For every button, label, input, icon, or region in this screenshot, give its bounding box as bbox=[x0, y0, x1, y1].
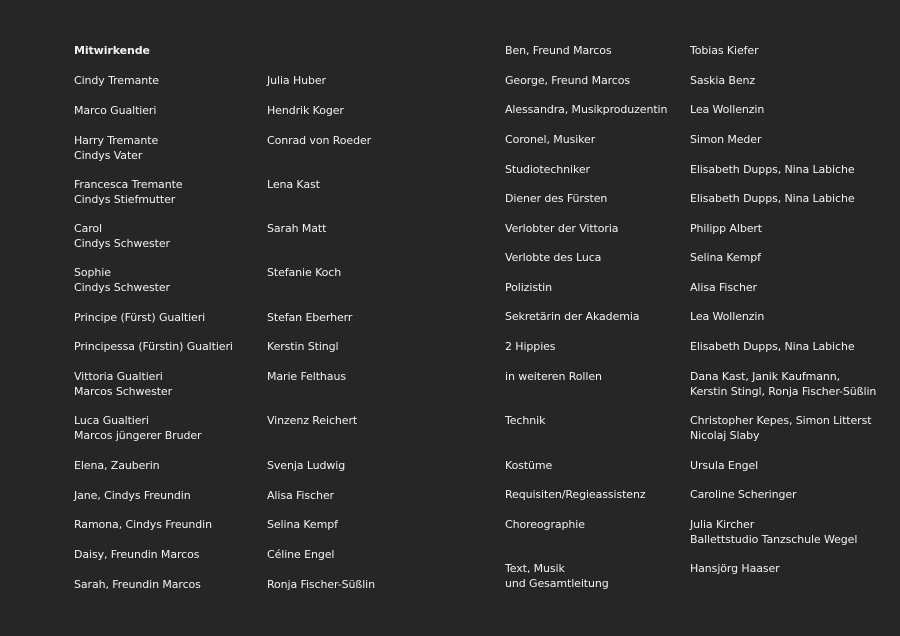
role-label: Principe (Fürst) Gualtieri bbox=[74, 311, 206, 324]
actor-name: Hendrik Koger bbox=[267, 104, 344, 117]
role-label: Ramona, Cindys Freundin bbox=[74, 518, 212, 531]
role-label: Francesca Tremante Cindys Stiefmutter bbox=[74, 178, 183, 206]
actor-name: Sarah Matt bbox=[267, 222, 327, 235]
actor-name: Stefanie Koch bbox=[267, 266, 342, 279]
role-label: Daisy, Freundin Marcos bbox=[74, 548, 200, 561]
actor-name: Hansjörg Haaser bbox=[690, 562, 780, 575]
actor-name: Elisabeth Dupps, Nina Labiche bbox=[690, 340, 855, 353]
actor-name: Céline Engel bbox=[267, 548, 335, 561]
heading-mitwirkende: Mitwirkende bbox=[74, 44, 150, 57]
role-label: Cindy Tremante bbox=[74, 74, 159, 87]
actor-name: Christopher Kepes, Simon Litterst Nicolaj Slaby bbox=[690, 414, 872, 442]
role-label: Ben, Freund Marcos bbox=[505, 44, 612, 57]
role-label: Coronel, Musiker bbox=[505, 133, 596, 146]
actor-name: Lena Kast bbox=[267, 178, 320, 191]
actor-name: Julia Huber bbox=[267, 74, 326, 87]
role-label: Vittoria Gualtieri Marcos Schwester bbox=[74, 370, 173, 398]
actor-name: Elisabeth Dupps, Nina Labiche bbox=[690, 163, 855, 176]
role-label: Kostüme bbox=[505, 459, 553, 472]
actor-name: Lea Wollenzin bbox=[690, 310, 765, 323]
role-label: Studiotechniker bbox=[505, 163, 590, 176]
role-label: Polizistin bbox=[505, 281, 552, 294]
role-label: Marco Gualtieri bbox=[74, 104, 157, 117]
role-label: Diener des Fürsten bbox=[505, 192, 608, 205]
role-label: Technik bbox=[505, 414, 546, 427]
role-label: 2 Hippies bbox=[505, 340, 556, 353]
actor-name: Julia Kircher Ballettstudio Tanzschule Wegel bbox=[690, 518, 858, 546]
actor-name: Ursula Engel bbox=[690, 459, 759, 472]
actor-name: Kerstin Stingl bbox=[267, 340, 339, 353]
actor-name: Dana Kast, Janik Kaufmann, Kerstin Stingl, Ronja Fischer-Süßlin bbox=[690, 370, 877, 398]
actor-name: Vinzenz Reichert bbox=[267, 414, 358, 427]
role-label: Principessa (Fürstin) Gualtieri bbox=[74, 340, 233, 353]
role-label: Sekretärin der Akademia bbox=[505, 310, 640, 323]
role-label: Text, Musik und Gesamtleitung bbox=[505, 562, 609, 590]
role-label: Verlobter der Vittoria bbox=[505, 222, 619, 235]
actor-name: Stefan Eberherr bbox=[267, 311, 353, 324]
role-label: Verlobte des Luca bbox=[505, 251, 602, 264]
role-label: in weiteren Rollen bbox=[505, 370, 602, 383]
role-label: Choreographie bbox=[505, 518, 585, 531]
role-label: Requisiten/Regieassistenz bbox=[505, 488, 646, 501]
role-label: Elena, Zauberin bbox=[74, 459, 160, 472]
role-label: Jane, Cindys Freundin bbox=[74, 489, 191, 502]
actor-name: Conrad von Roeder bbox=[267, 134, 372, 147]
actor-name: Simon Meder bbox=[690, 133, 762, 146]
actor-name: Caroline Scheringer bbox=[690, 488, 797, 501]
actor-name: Alisa Fischer bbox=[267, 489, 334, 502]
actor-name: Philipp Albert bbox=[690, 222, 763, 235]
actor-name: Saskia Benz bbox=[690, 74, 756, 87]
actor-name: Svenja Ludwig bbox=[267, 459, 346, 472]
role-label: Alessandra, Musikproduzentin bbox=[505, 103, 668, 116]
role-label: Sarah, Freundin Marcos bbox=[74, 578, 201, 591]
role-label: Luca Gualtieri Marcos jüngerer Bruder bbox=[74, 414, 202, 442]
actor-name: Ronja Fischer-Süßlin bbox=[267, 578, 376, 591]
actor-name: Selina Kempf bbox=[267, 518, 338, 531]
actor-name: Alisa Fischer bbox=[690, 281, 757, 294]
actor-name: Lea Wollenzin bbox=[690, 103, 765, 116]
role-label: George, Freund Marcos bbox=[505, 74, 631, 87]
role-label: Carol Cindys Schwester bbox=[74, 222, 170, 250]
actor-name: Tobias Kiefer bbox=[690, 44, 759, 57]
actor-name: Elisabeth Dupps, Nina Labiche bbox=[690, 192, 855, 205]
actor-name: Marie Felthaus bbox=[267, 370, 346, 383]
role-label: Sophie Cindys Schwester bbox=[74, 266, 170, 294]
role-label: Harry Tremante Cindys Vater bbox=[74, 134, 159, 162]
actor-name: Selina Kempf bbox=[690, 251, 761, 264]
